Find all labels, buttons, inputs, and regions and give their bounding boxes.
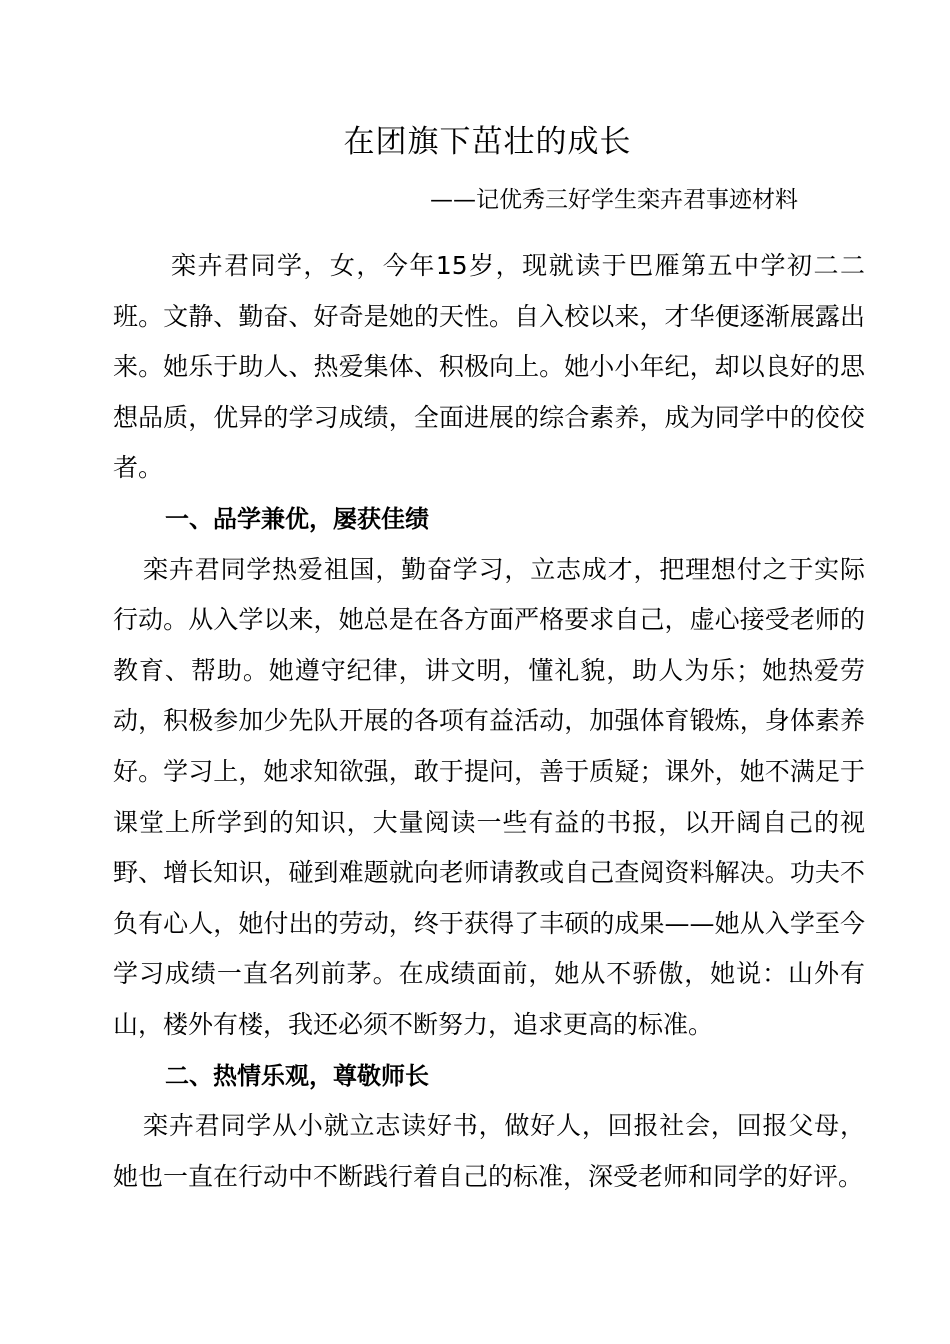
section-heading-1: 一、品学兼优，屡获佳绩 xyxy=(165,504,429,533)
intro-paragraph: 栾卉君同学，女，今年15岁，现就读于巴雁第五中学初二二班。文静、勤奋、好奇是她的天性。自入校以来，才华便逐渐展露出来。她乐于助人、热爱集体、积极向上。她小小年纪，却以良好的思想品质，优异的学习成绩，全面进展的综合素养，成为同学中的佼佼者。 xyxy=(113,251,865,483)
document-body xyxy=(113,241,865,1202)
section-paragraph-1: 栾卉君同学热爱祖国，勤奋学习，立志成才，把理想付之于实际行动。从入学以来，她总是在各方面严格要求自己，虚心接受老师的教育、帮助。她遵守纪律，讲文明，懂礼貌，助人为乐；她热爱劳动，积极参加少先队开展的各项有益活动，加强体育锻炼，身体素养好。学习上，她求知欲强，敢于提问，善于质疑；课外，她不满足于课堂上所学到的知识，大量阅读一些有益的书报，以开阔自己的视野、增长知识，碰到难题就向老师请教或自己查阅资料解决。功夫不负有心人，她付出的劳动，终于获得了丰硕的成果——她从入学至今学习成绩一直名列前茅。在成绩面前，她从不骄傲，她说：山外有山，楼外有楼，我还必须不断努力，追求更高的标准。 xyxy=(113,554,865,1039)
document-title: 在团旗下茁壮的成长 xyxy=(343,124,632,160)
section-paragraph-2: 栾卉君同学从小就立志读好书，做好人，回报社会，回报父母，她也一直在行动中不断践行着自己的标准，深受老师和同学的好评。 xyxy=(113,1111,865,1191)
section-heading-2: 二、热情乐观，尊敬师长 xyxy=(165,1061,429,1090)
document-subtitle: ——记优秀三好学生栾卉君事迹材料 xyxy=(430,187,798,213)
